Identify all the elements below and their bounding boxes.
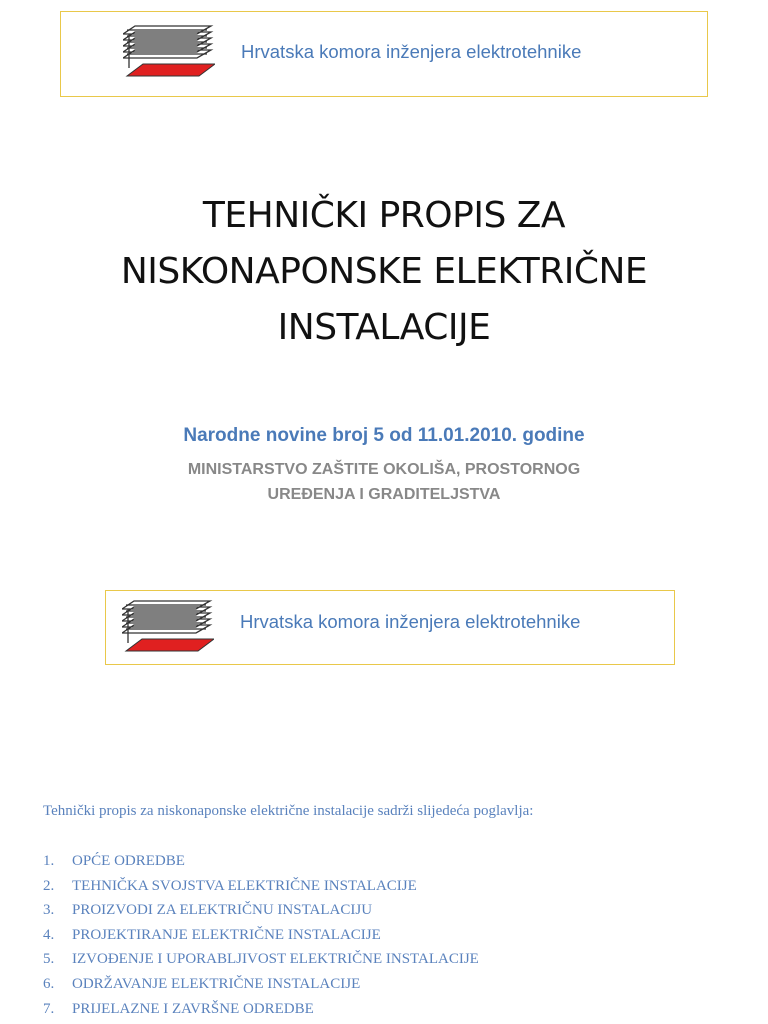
chapter-label: PROJEKTIRANJE ELEKTRIČNE INSTALACIJE [72, 926, 381, 943]
title-line-3: INSTALACIJE [277, 307, 491, 348]
chapter-label: PRIJELAZNE I ZAVRŠNE ODREDBE [72, 1000, 314, 1017]
ministry-line-1: MINISTARSTVO ZAŠTITE OKOLIŠA, PROSTORNOG [187, 461, 581, 478]
chapter-label: TEHNIČKA SVOJSTVA ELEKTRIČNE INSTALACIJE [72, 877, 417, 894]
chapter-label: PROIZVODI ZA ELEKTRIČNU INSTALACIJU [72, 902, 373, 919]
page-title [0, 188, 768, 356]
title-line-1: TEHNIČKI PROPIS ZA [202, 195, 566, 236]
organization-name: Hrvatska komora inženjera elektrotehnike [240, 611, 581, 632]
list-item: 4. PROJEKTIRANJE ELEKTRIČNE INSTALACIJE [43, 926, 381, 943]
chapter-label: OPĆE ODREDBE [72, 853, 185, 869]
organization-name: Hrvatska komora inženjera elektrotehnike [241, 41, 582, 62]
chapter-list [43, 850, 479, 1022]
list-item: 2. TEHNIČKA SVOJSTVA ELEKTRIČNE INSTALACIJE [43, 877, 417, 894]
title-line-2: NISKONAPONSKE ELEKTRIČNE [120, 251, 648, 292]
hkie-logo-icon [123, 22, 215, 82]
chapters-intro: Tehnički propis za niskonaponske električne instalacije sadrži slijedeća poglavlja: [43, 803, 534, 819]
list-item: 7. PRIJELAZNE I ZAVRŠNE ODREDBE [43, 1000, 314, 1017]
hkie-logo-icon [122, 597, 214, 657]
ministry-line-2: UREĐENJA I GRADITELJSTVA [267, 486, 501, 503]
ministry-name [0, 457, 768, 507]
gazette-reference: Narodne novine broj 5 od 11.01.2010. godine [183, 425, 585, 446]
middle-banner [105, 590, 675, 665]
header-banner [60, 11, 708, 97]
list-item: 3. PROIZVODI ZA ELEKTRIČNU INSTALACIJU [43, 902, 373, 919]
list-item: 5. IZVOĐENJE I UPORABLJIVOST ELEKTRIČNE INSTALACIJE [43, 951, 479, 968]
chapter-label: IZVOĐENJE I UPORABLJIVOST ELEKTRIČNE INSTALACIJE [72, 951, 479, 968]
list-item: 6. ODRŽAVANJE ELEKTRIČNE INSTALACIJE [43, 975, 361, 992]
list-item: 1. OPĆE ODREDBE [43, 853, 185, 869]
chapter-label: ODRŽAVANJE ELEKTRIČNE INSTALACIJE [72, 975, 361, 992]
